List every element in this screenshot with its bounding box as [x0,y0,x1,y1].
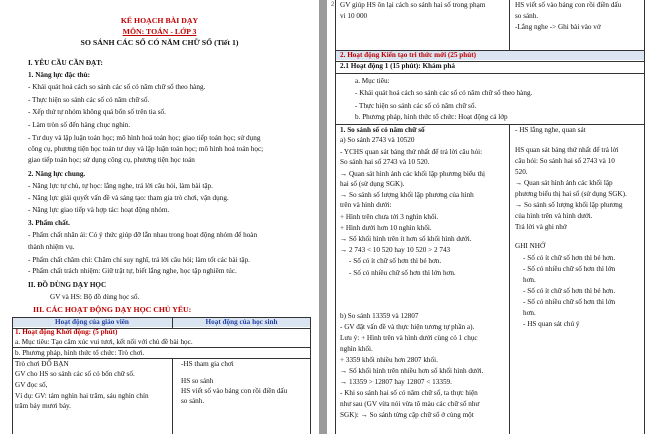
teacher-text: - GV đặt vấn đề và thực hiện tương tự phần a). [340,323,475,331]
divider [335,124,645,125]
table-header-student: Hoạt động của học sinh [205,318,278,326]
divider [12,347,311,348]
text-line: - Khái quát hoá cách so sánh các số có năm chữ số theo hàng. [355,89,533,97]
student-text: 520. [515,168,528,176]
teacher-text: So sánh hai số 2743 và 10 520. [340,158,430,166]
student-text: → Quan sát hình ảnh các khối lập [515,179,613,187]
student-text: của hình trên và hình dưới. [515,212,593,220]
page-1 [0,0,319,434]
student-text: câu hỏi: So sánh hai số 2743 và 10 [515,157,615,165]
teacher-text: + 3359 khối nhiều hơn 2807 khối. [340,356,438,364]
text-line: - Năng lực giao tiếp và hợp tác: hoạt động nhóm. [28,206,170,214]
teacher-text: a) So sánh 2743 và 10520 [340,136,415,144]
text-line: công cụ, phương tiện học toán tư duy và lập luận toán học; mô hình hoá toán học; [28,145,264,153]
student-text: Trả lời và ghi nhớ [515,223,567,231]
teacher-text: GV giúp HS ôn lại cách so sánh hai số trong phạm [340,1,486,9]
student-text: -HS tham gia chơi [181,360,234,368]
student-text: - Số có ít chữ số hơn thì bé hơn. [523,254,616,262]
student-text: phương biểu thị hai số (sử dụng SGK). [515,190,627,198]
plan-title: KẾ HOẠCH BÀI DẠY [120,16,199,25]
divider [509,124,510,434]
text-line: - Phẩm chất trách nhiệm: Giữ trật tự, biết lắng nghe, học tập nghiêm túc. [28,267,237,275]
teacher-text: Ví dụ: GV: tám nghìn hai trăm, sáu nghìn chín [15,392,149,400]
student-text: hơn. [523,309,536,317]
page-number: 2 [331,2,335,8]
teacher-text: → 13359 > 12807 hay 12807 < 13359. [340,378,452,386]
page-2 [327,0,650,434]
teacher-text: → Số khối hình trên nhiều hơn số khối hình dưới. [340,367,484,375]
text-line: - Phẩm chất nhân ái: Có ý thức giúp đỡ lẫn nhau trong hoạt động nhóm để hoàn [28,231,258,239]
text-line: b. Phương pháp, hình thức tổ chức: Trò chơi. [15,349,145,357]
text-line: a. Mục tiêu: [355,77,390,85]
text-line: - Năng lực giải quyết vấn đề và sáng tạo: tham gia trò chơi, vận dụng. [28,194,229,202]
teacher-text: → Quan sát hình ảnh các khối lập phương biểu thị [340,170,486,178]
student-text: so sánh. [181,397,205,405]
student-text: HS so sánh [181,377,214,385]
teacher-text: - Số có nhiều chữ số hơn thì lớn hơn. [349,269,456,277]
activity-1-heading: 1. Hoạt động Khởi động: (5 phút) [15,328,118,336]
text-line: a. Mục tiêu: Tạo căm xúc vui tươi, kết nối với chủ đề bài học. [15,338,193,346]
teacher-text: + Hình dưới hơn 10 nghìn khối. [340,224,432,232]
text-line: - Thực hiện so sánh các số có năm chữ số. [355,102,477,110]
teacher-text: GV đọc số, [15,381,48,389]
teacher-text: + Hình trên chưa tới 3 nghìn khối. [340,213,439,221]
subject-line: MÔN: TOÁN - LỚP 3 [122,27,197,36]
teacher-text: nghìn khối. [340,345,373,353]
student-text: hơn. [523,276,536,284]
teacher-text: → 2 743 < 10 520 hay 10 520 > 2 743 [340,246,451,254]
activity-2-heading: 2. Hoạt động Kiến tạo tri thức mới (25 phút) [340,51,477,59]
student-text: so sánh. [515,12,539,20]
divider [509,0,510,50]
text-line: - Tư duy và lập luận toán học; mô hình hoá toán học; giao tiếp toán học; sử dụng [28,134,261,142]
student-text: - Số có ít chữ số hơn thì bé hơn. [523,287,616,295]
student-text: - Số có nhiều chữ số hơn thì lớn [523,298,616,306]
teacher-text: - Khi so sánh hai số có năm chữ số, ta thực hiện [340,389,478,397]
section-1-2-heading: 2. Năng lực chung. [28,170,86,178]
teacher-text: hai số (sử dụng SGK). [340,180,405,188]
teacher-text: SGK): → So sánh từng cặp chữ số ở cùng một [340,411,474,419]
divider [335,73,645,74]
teacher-text: vi 10 000 [340,12,368,20]
section-1-heading: I. YÊU CẦU CẦN ĐẠT: [28,59,103,67]
student-text: HS viết số vào bảng con rồi điền dấu [181,387,288,395]
table-header-teacher: Hoạt động của giáo viên [55,318,129,326]
teacher-text: b) So sánh 13359 và 12807 [340,312,419,320]
activity-2-1-heading: 2.1 Hoạt động 1 (15 phút): Khám phá [340,62,456,70]
teacher-text: GV cho HS so sánh các số có bốn chữ số. [15,370,135,378]
divider [12,358,311,359]
student-text: - HS lắng nghe, quan sát [515,126,586,134]
text-line: - Phẩm chất chăm chỉ: Chăm chỉ suy nghĩ, trả lời câu hỏi; làm tốt các bài tập. [28,256,250,264]
student-text: -Lắng nghe -> Ghi bài vào vở [515,23,601,31]
student-text: → So sánh số lượng khối lập phương [515,201,623,209]
teacher-text: trên và hình dưới: [340,201,392,209]
section-1-3-heading: 3. Phẩm chất. [28,219,70,227]
text-line: GV và HS: Bộ đồ dùng học số. [50,293,140,301]
teacher-text: → Số khối hình trên ít hơn số khối hình dưới. [340,235,472,243]
teacher-text: → So sánh số lượng khối lập phương của hình [340,191,474,199]
teacher-text: như sau (GV vừa nói vừa tô màu các chữ số như [340,400,480,408]
text-line: - Thực hiện so sánh các số có năm chữ số. [28,96,150,104]
text-line: - Khái quát hoá cách so sánh các số có năm chữ số theo hàng. [28,83,206,91]
text-line: b. Phương pháp, hình thức tổ chức: Hoạt động cả lớp [355,113,508,121]
remember-heading: GHI NHỚ [515,242,546,250]
section-2-heading: II. ĐỒ DÙNG DẠY HỌC [28,281,107,289]
text-line: giao tiếp toán học; sử dụng công cụ, phương tiện học toán [28,156,195,164]
student-text: HS quan sát bảng thứ nhất để trả lời [515,146,619,154]
student-text: HS viết số vào bảng con rồi điền dấu [515,1,622,9]
text-line: thành nhiệm vụ. [28,243,75,251]
teacher-text: Lưu ý: + Hình trên và hình dưới cùng có 1 chục [340,334,478,342]
student-text: - HS quan sát chú ý [523,320,580,328]
text-line: - Năng lực tự chủ, tự học: lắng nghe, trả lời câu hỏi, làm bài tập. [28,182,213,190]
teacher-text: trăm bảy mươi bảy. [15,402,71,410]
teacher-text: - YCHS quan sát bảng thứ nhất để trả lời câu hỏi: [340,148,483,156]
student-text: - Số có nhiều chữ số hơn thì lớn [523,265,616,273]
lesson-title: SO SÁNH CÁC SỐ CÓ NĂM CHỮ SỐ (Tiết 1) [80,38,239,47]
text-line: - Xếp thứ tự nhóm không quá bốn số trên tia số. [28,108,166,116]
text-line: - Làm tròn số đến hàng chục nghìn. [28,121,131,129]
teacher-text: Trò chơi ĐỐ BẠN [15,360,69,368]
section-1-1-heading: 1. Năng lực đặc thù: [28,71,91,79]
divider [172,358,173,434]
section-3-heading: III. CÁC HOẠT ĐỘNG DẠY HỌC CHỦ YẾU: [33,305,192,314]
teacher-text: - Số có ít chữ số hơn thì bé hơn. [349,257,442,265]
part-1-heading: 1. So sánh số có năm chữ số [340,126,425,134]
